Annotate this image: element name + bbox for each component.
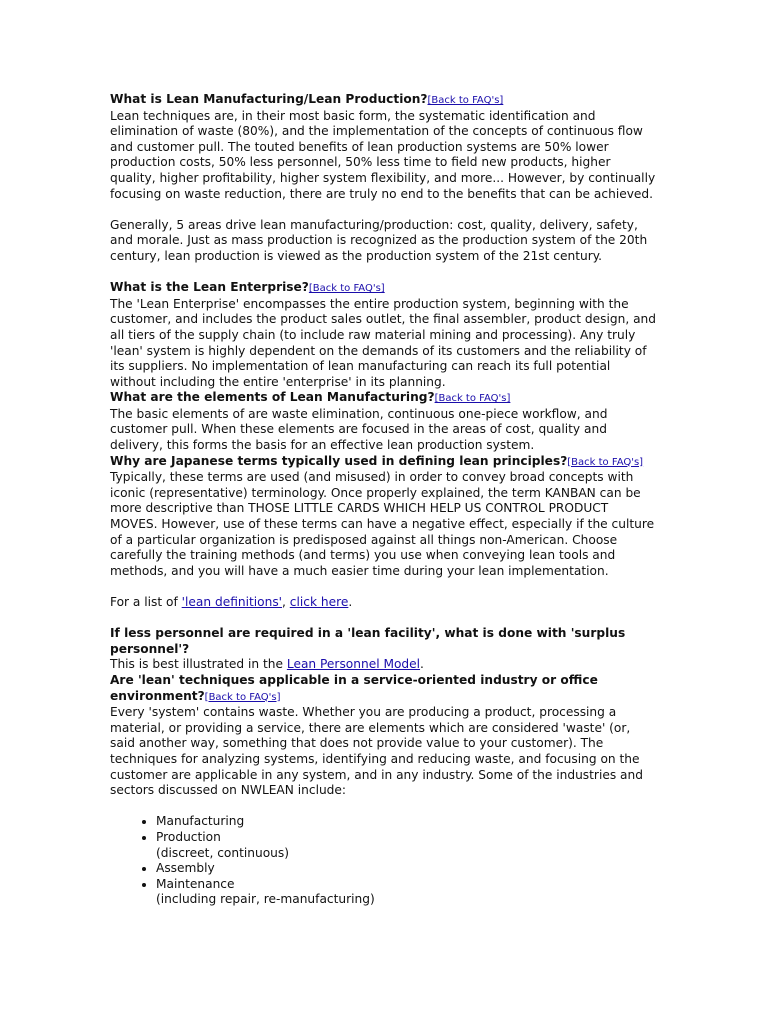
spacer bbox=[110, 611, 658, 627]
answer-paragraph: The 'Lean Enterprise' encompasses the entire production system, beginning with the customer, and includes the product sales outlet, the final assembler, product design, and all tiers of the supply chain (to include raw material mining and processing). Any truly 'lean' system is highly dependent on the demands of its customers and the reliability of its suppliers. No implementation of lean manufacturing can reach its full potential without including the entire 'enterprise' in its planning. bbox=[110, 296, 657, 389]
faq-question-japanese-terms bbox=[110, 454, 658, 471]
faq-question-lean-enterprise bbox=[110, 280, 658, 297]
spacer bbox=[110, 265, 658, 281]
lean-definitions-link[interactable]: 'lean definitions' bbox=[181, 595, 283, 609]
faq-question-service-industry bbox=[110, 673, 658, 705]
answer-paragraph: Every 'system' contains waste. Whether you are producing a product, processing a material, or providing a service, there are elements which are considered 'waste' (or, said another way, something that does not provide value to your customer). The techniques for analyzing systems, identifying and reducing waste, and focusing on the customer are applicable in any system, and in any industry. Some of the industries and sectors discussed on NWLEAN include: bbox=[110, 705, 643, 798]
question-text: Why are Japanese terms typically used in defining lean principles? bbox=[110, 453, 568, 468]
definitions-line bbox=[110, 595, 658, 611]
definitions-prefix: For a list of bbox=[110, 595, 182, 609]
answer-paragraph: Lean techniques are, in their most basic form, the systematic identification and elimination of waste (80%), and the implementation of the concepts of continuous flow and customer pull. The touted benefits of lean production systems are 50% lower production costs, 50% less personnel, 50% less time to field new products, higher quality, higher profitability, higher system flexibility, and more... However, by continually focusing on waste reduction, there are truly no end to the benefits that can be achieved. bbox=[110, 108, 656, 201]
faq-question-lean-elements bbox=[110, 390, 658, 407]
answer-paragraph: Generally, 5 areas drive lean manufacturing/production: cost, quality, delivery, safety, and morale. Just as mass production is recognized as the production system of the 20th century, lean production is viewed as the production system of the 21st century. bbox=[110, 217, 648, 263]
industries-list bbox=[110, 814, 658, 908]
back-to-faqs-link[interactable]: [Back to FAQ's] bbox=[427, 95, 504, 106]
answer-suffix: . bbox=[420, 657, 424, 672]
definitions-suffix: . bbox=[348, 595, 353, 609]
question-text: Are 'lean' techniques applicable in a service-oriented industry or office environment? bbox=[110, 672, 598, 703]
industry-note: (discreet, continuous) bbox=[156, 845, 289, 860]
industry-name: Maintenance bbox=[156, 876, 235, 891]
list-item bbox=[156, 830, 658, 861]
answer-paragraph: Typically, these terms are used (and misused) in order to convey broad concepts with iconic (representative) terminology. Once properly explained, the term KANBAN can be more descriptive than THOSE LITTLE CARDS WHICH HELP US CONTROL PRODUCT MOVES. However, use of these terms can have a negative effect, especially if the culture of a particular organization is predisposed against all things non-American. Choose carefully the training methods (and terms) you use when conveying lean tools and methods, and you will have a much easier time during your lean implementation. bbox=[110, 470, 655, 578]
question-text: What are the elements of Lean Manufacturing? bbox=[110, 390, 435, 405]
industry-note: (including repair, re-manufacturing) bbox=[156, 892, 375, 907]
back-to-faqs-link[interactable]: [Back to FAQ's] bbox=[204, 691, 281, 703]
answer-paragraph bbox=[110, 657, 658, 673]
list-item bbox=[156, 861, 658, 877]
answer-paragraph: The basic elements of are waste elimination, continuous one-piece workflow, and customer pull. When these elements are focused in the areas of cost, quality and delivery, this forms the basis for an effective lean production system. bbox=[110, 406, 608, 453]
spacer bbox=[110, 579, 658, 595]
spacer bbox=[110, 799, 658, 815]
click-here-link[interactable]: click here bbox=[289, 595, 349, 609]
back-to-faqs-link[interactable]: [Back to FAQ's] bbox=[308, 283, 385, 295]
faq-content bbox=[110, 92, 658, 908]
industry-name: Assembly bbox=[156, 861, 215, 876]
back-to-faqs-link[interactable]: [Back to FAQ's] bbox=[567, 456, 644, 468]
answer-prefix: This is best illustrated in the bbox=[110, 657, 287, 672]
lean-personnel-model-link[interactable]: Lean Personnel Model bbox=[286, 657, 421, 672]
back-to-faqs-link[interactable]: [Back to FAQ's] bbox=[434, 393, 511, 405]
faq-question-surplus-personnel: If less personnel are required in a 'lean facility', what is done with 'surplus personnel'? bbox=[110, 626, 626, 656]
definitions-separator: , bbox=[282, 595, 290, 609]
question-text: What is Lean Manufacturing/Lean Production? bbox=[110, 92, 428, 106]
spacer bbox=[110, 202, 658, 218]
list-item bbox=[156, 877, 658, 908]
industry-name: Manufacturing bbox=[156, 814, 245, 829]
list-item bbox=[156, 814, 658, 830]
industry-name: Production bbox=[156, 829, 221, 844]
question-text: What is the Lean Enterprise? bbox=[110, 280, 309, 295]
faq-question-lean-manufacturing bbox=[110, 92, 658, 109]
